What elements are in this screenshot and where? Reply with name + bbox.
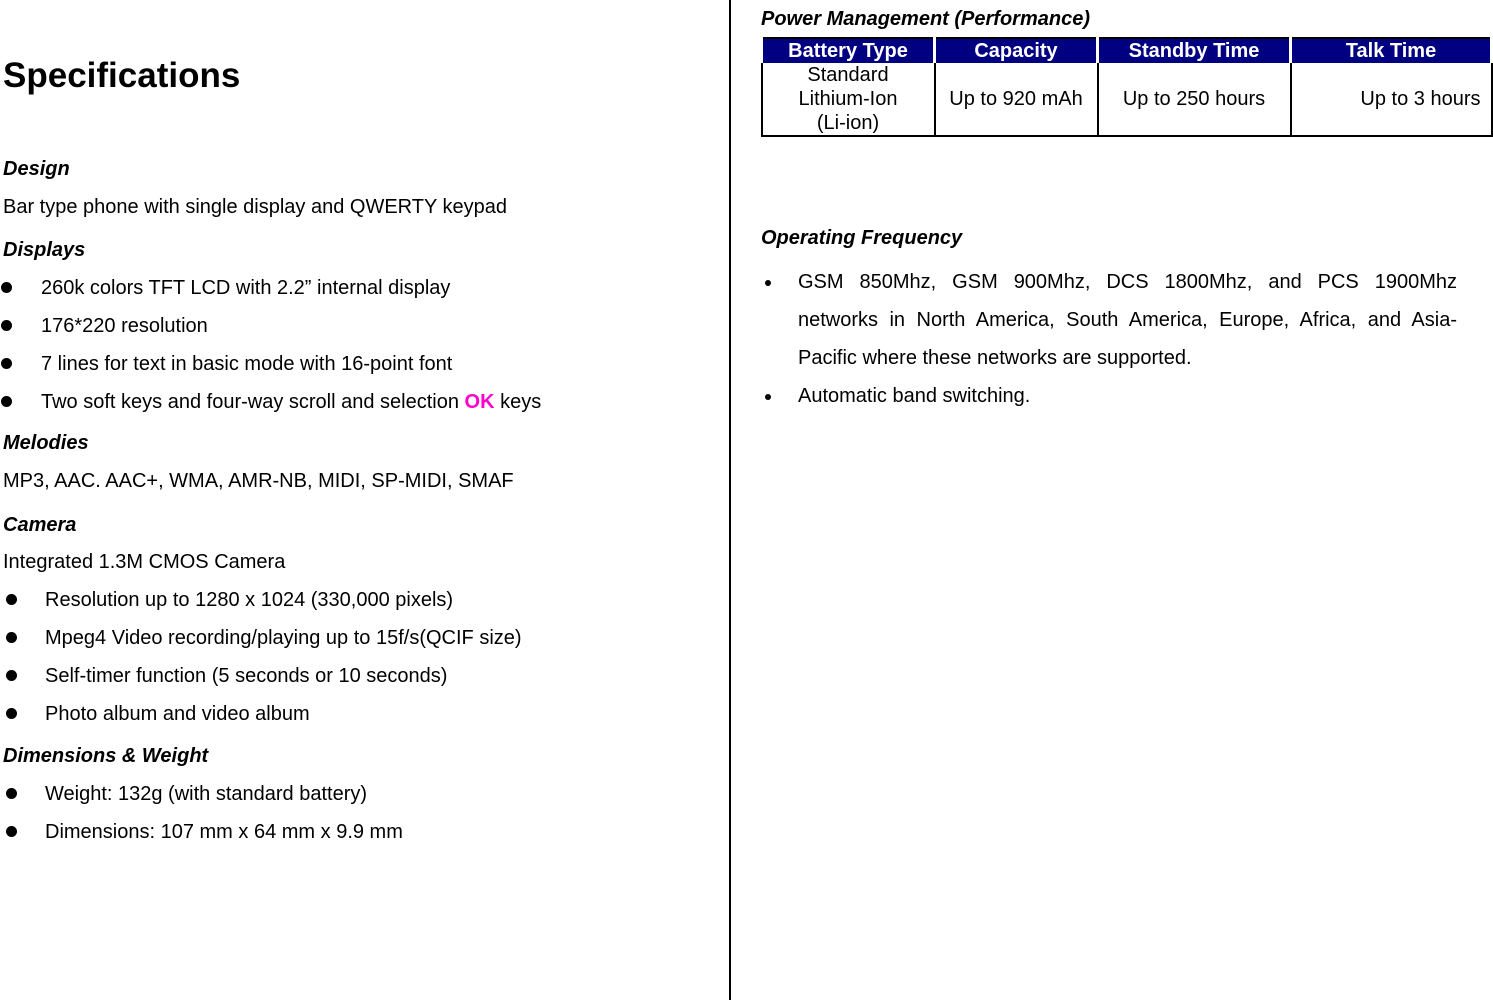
dimensions-heading: Dimensions & Weight [3,745,209,767]
bullet-icon [6,632,17,643]
list-item: Two soft keys and four-way scroll and selection OK keys [0,390,700,428]
list-item: Self-timer function (5 seconds or 10 seconds) [0,664,700,702]
list-item: Mpeg4 Video recording/playing up to 15f/s(QCIF size) [0,626,700,664]
dimensions-list [0,782,700,858]
list-item: GSM 850Mhz, GSM 900Mhz, DCS 1800Mhz, and PCS 1900Mhz networks in North America, South America, Europe, Africa, and Asia-Pacific where these networks are supported. [760,263,1457,377]
column-header: Talk Time [1291,38,1492,63]
list-item: Dimensions: 107 mm x 64 mm x 9.9 mm [0,820,700,858]
list-item: Automatic band switching. [760,377,1457,415]
bullet-icon [1,396,12,407]
talk-time-cell: Up to 3 hours [1291,63,1492,136]
list-item: Resolution up to 1280 x 1024 (330,000 pixels) [0,588,700,626]
column-header: Standby Time [1098,38,1291,63]
melodies-heading: Melodies [3,432,89,454]
page-title: Specifications [3,56,241,95]
bullet-icon [6,708,17,719]
table-header-row [762,38,1492,63]
list-item: 7 lines for text in basic mode with 16-point font [0,352,700,390]
camera-list [0,588,700,740]
camera-text: Integrated 1.3M CMOS Camera [3,551,286,573]
list-item: Photo album and video album [0,702,700,740]
list-item: 260k colors TFT LCD with 2.2” internal display [0,276,700,314]
bullet-icon [6,826,17,837]
power-table [760,37,1493,137]
column-divider [729,0,731,1000]
frequency-heading: Operating Frequency [761,227,963,249]
displays-list [0,276,700,428]
right-column [760,0,1493,1000]
battery-type-cell: Standard Lithium-Ion (Li-ion) [762,63,935,136]
capacity-cell: Up to 920 mAh [935,63,1098,136]
bullet-icon [1,320,12,331]
list-item: 176*220 resolution [0,314,700,352]
bullet-icon [6,670,17,681]
bullet-icon [1,282,12,293]
ok-key-label: OK [464,391,495,413]
melodies-text: MP3, AAC. AAC+, WMA, AMR-NB, MIDI, SP-MIDI, SMAF [3,470,514,492]
camera-heading: Camera [3,514,77,536]
design-heading: Design [3,158,70,180]
bullet-icon [765,394,771,400]
column-header: Capacity [935,38,1098,63]
frequency-list [760,263,1457,415]
power-heading: Power Management (Performance) [761,8,1090,30]
bullet-icon [765,280,771,286]
bullet-icon [6,594,17,605]
standby-cell: Up to 250 hours [1098,63,1291,136]
bullet-icon [6,788,17,799]
bullet-icon [1,358,12,369]
left-column [0,0,720,1000]
table-row [762,63,1492,136]
design-text: Bar type phone with single display and QWERTY keypad [3,196,507,218]
list-item: Weight: 132g (with standard battery) [0,782,700,820]
column-header: Battery Type [762,38,935,63]
displays-heading: Displays [3,239,86,261]
